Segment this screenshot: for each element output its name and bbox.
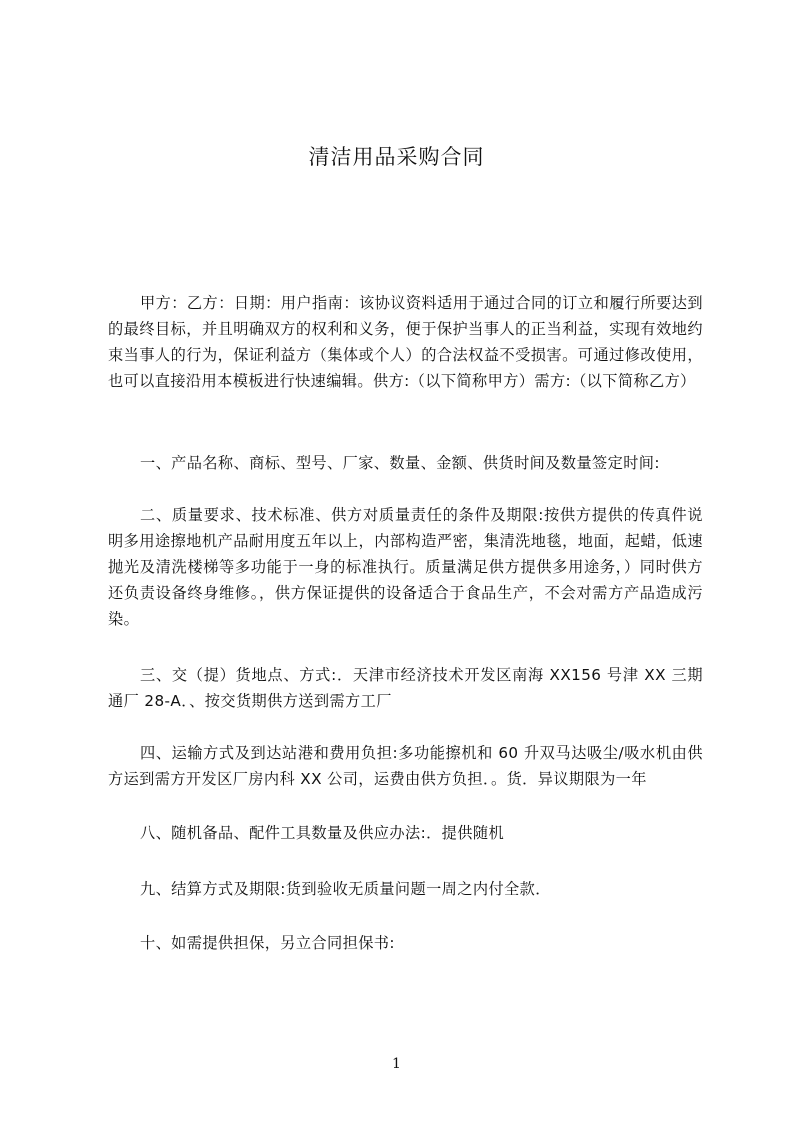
paragraph-section-10: 十、如需提供担保，另立合同担保书: [140,934,395,952]
page-number: 1 [392,1056,401,1072]
paragraph-section-9: 九、结算方式及期限:货到验收无质量问题一周之内付全款． [140,880,551,898]
paragraph-section-4: 四、运输方式及到达站港和费用负担:多功能擦机和 60 升双马达吸尘/吸水机由供方运到需方开发区厂房内科 XX 公司，运费由供方负担．。货．异议期限为一年 [108,744,703,788]
paragraph-section-3: 三、交（提）货地点、方式:．天津市经济技术开发区南海 XX156 号津 XX 三期通厂 28-A．、按交货期供方送到需方工厂 [108,666,703,710]
paragraph-section-8: 八、随机备品、配件工具数量及供应办法:．提供随机 [140,824,505,842]
document-title: 清洁用品采购合同 [308,145,485,169]
paragraph-section-1: 一、产品名称、商标、型号、厂家、数量、金额、供货时间及数量签定时间: [140,454,660,472]
paragraph-intro: 甲方：乙方：日期：用户指南：该协议资料适用于通过合同的订立和履行所要达到的最终目标，并且明确双方的权利和义务，便于保护当事人的正当利益，实现有效地约束当事人的行为，保证利益方（集体或个人）的合法权益不受损害。可通过修改使用，也可以直接沿用本模板进行快速编辑。供方:（以下简称甲方）需方:（以下简称乙方） [108,294,703,390]
paragraph-section-2: 二、质量要求、技术标准、供方对质量责任的条件及期限:按供方提供的传真件说明多用途擦地机产品耐用度五年以上，内部构造严密，集清洗地毯，地面，起蜡，低速抛光及清洗楼梯等多功能于一身的标准执行。质量满足供方提供多用途务，）同时供方还负责设备终身维修。，供方保证提供的设备适合于食品生产，不会对需方产品造成污染。 [108,506,703,628]
